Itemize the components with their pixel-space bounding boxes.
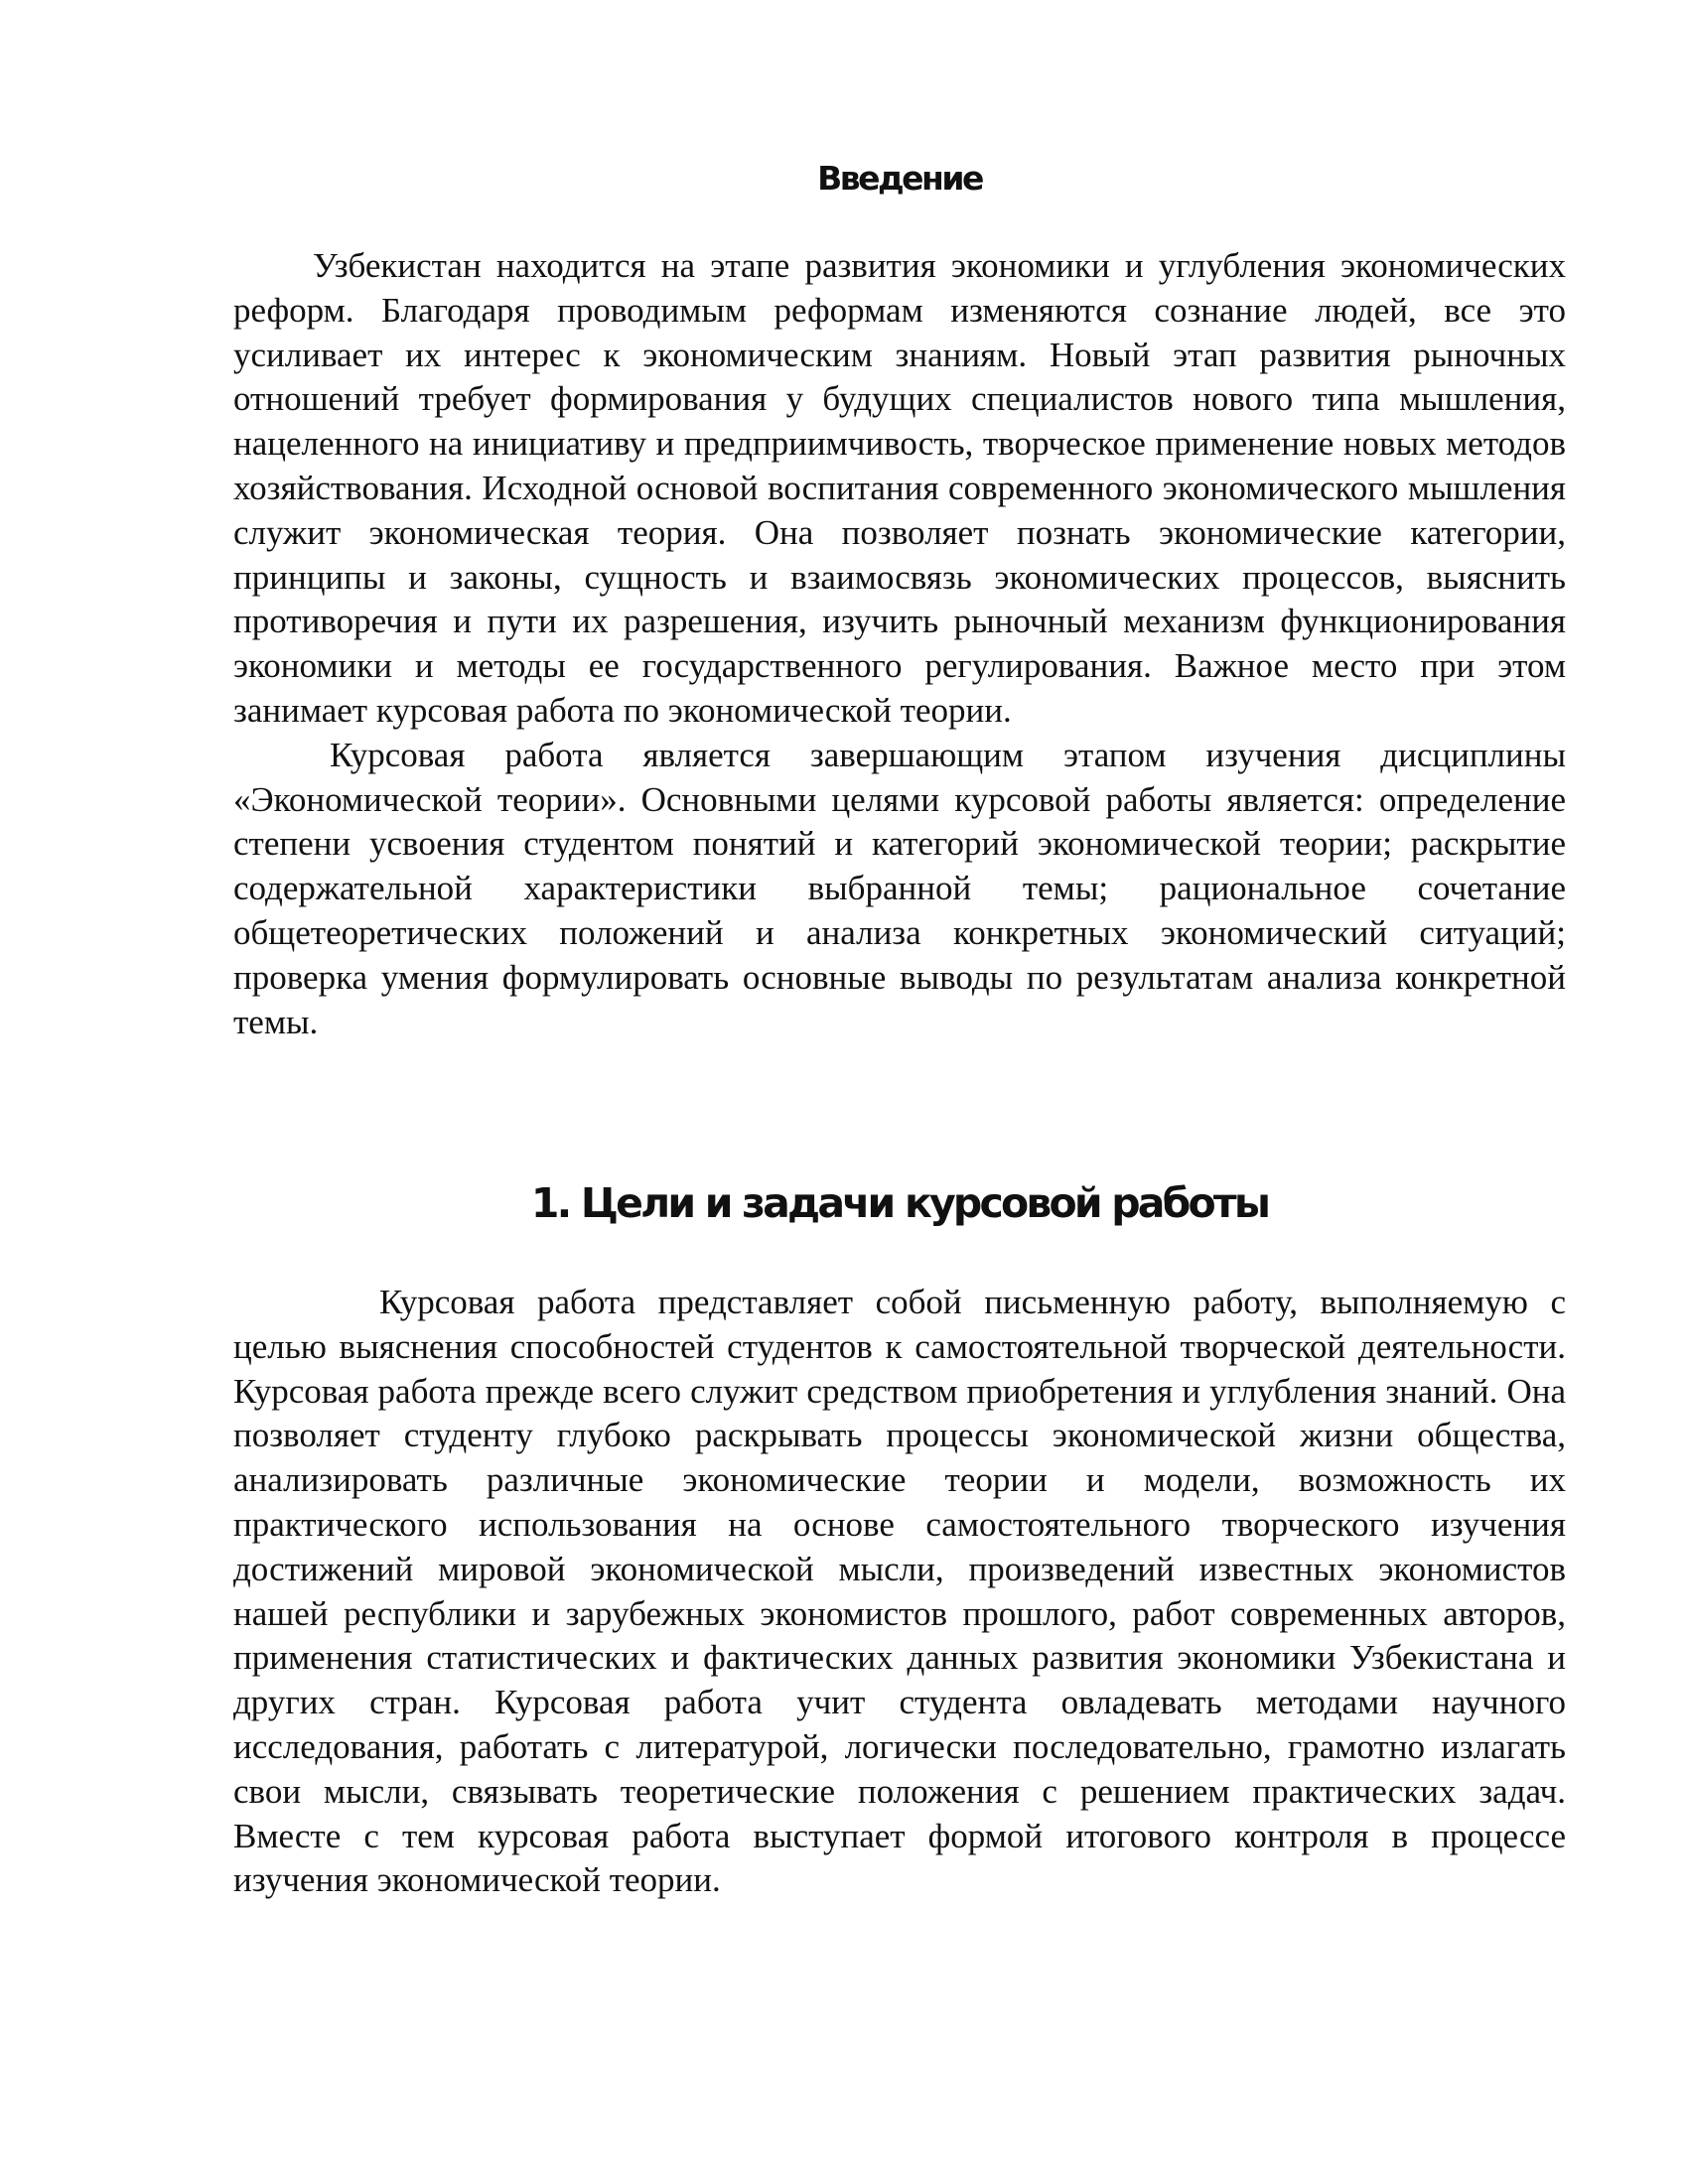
section-1-body [233,1281,1566,1903]
intro-paragraph-2: Курсовая работа является завершающим этапом изучения дисциплины «Экономической теории». Основными целями курсовой работы является: определение степени усвоения студентом понятий и категорий экономической теории; раскрытие содержательной характеристики выбранной темы; рациональное сочетание общетеоретических положений и анализа конкретных экономический ситуаций; проверка умения формулировать основные выводы по результатам анализа конкретной темы. [233,735,1566,1041]
section-1-paragraph-1: Курсовая работа представляет собой письменную работу, выполняемую с целью выяснения способностей студентов к самостоятельной творческой деятельности. Курсовая работа прежде всего служит средством приобретения и углубления знаний. Она позволяет студенту глубоко раскрывать процессы экономической жизни общества, анализировать различные экономические теории и модели, возможность их практического использования на основе самостоятельного творческого изучения достижений мировой экономической мысли, произведений известных экономистов нашей республики и зарубежных экономистов прошлого, работ современных авторов, применения статистических и фактических данных развития экономики Узбекистана и других стран. Курсовая работа учит студента овладевать методами научного исследования, работать с литературой, логически последовательно, грамотно излагать свои мысли, связывать теоретические положения с решением практических задач. Вместе с тем курсовая работа выступает формой итогового контроля в процессе изучения экономической теории. [233,1283,1566,1900]
intro-paragraph-1: Узбекистан находится на этапе развития экономики и углубления экономических реформ. Благодаря проводимым реформам изменяются сознание людей, все это усиливает их интерес к экономическим знаниям. Новый этап развития рыночных отношений требует формирования у будущих специалистов нового типа мышления, нацеленного на инициативу и предприимчивость, творческое применение новых методов хозяйствования. Исходной основой воспитания современного экономического мышления служит экономическая теория. Она позволяет познать экономические категории, принципы и законы, сущность и взаимосвязь экономических процессов, выяснить противоречия и пути их разрешения, изучить рыночный механизм функционирования экономики и методы ее государственного регулирования. Важное место при этом занимает курсовая работа по экономической теории. [233,246,1566,730]
section-1-heading: 1. Цели и задачи курсовой работы [530,1179,1269,1227]
intro-heading: Введение [817,159,982,198]
intro-body [233,244,1566,1044]
